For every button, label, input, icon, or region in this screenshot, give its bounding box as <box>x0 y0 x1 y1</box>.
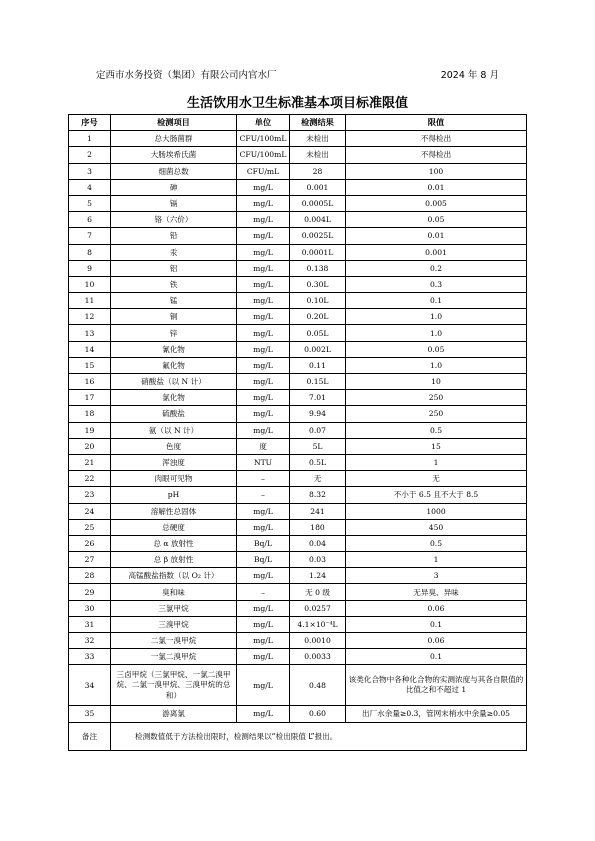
row-item: 硫酸盐 <box>111 406 237 422</box>
row-item: 氯化物 <box>111 390 237 406</box>
row-limit: 出厂水余量≥0.3，管网末梢水中余量≥0.05 <box>346 706 527 722</box>
note-row <box>69 722 527 750</box>
row-item: 色度 <box>111 438 237 454</box>
row-unit: mg/L <box>237 649 290 665</box>
row-result: 0.5L <box>290 454 346 470</box>
table-row <box>69 706 527 722</box>
row-item: 总 α 放射性 <box>111 535 237 551</box>
table-row <box>69 649 527 665</box>
col-header-unit: 单位 <box>237 115 290 131</box>
row-number: 14 <box>69 341 111 357</box>
note-text: 检测数值低于方法检出限时，检测结果以“检出限值 L”报出。 <box>111 722 527 750</box>
row-unit: mg/L <box>237 706 290 722</box>
row-number: 28 <box>69 568 111 584</box>
table-row <box>69 568 527 584</box>
row-number: 5 <box>69 195 111 211</box>
row-limit: 1.0 <box>346 357 527 373</box>
row-result: 0.30L <box>290 276 346 292</box>
row-result: 0.002L <box>290 341 346 357</box>
row-result: 0.001 <box>290 179 346 195</box>
row-unit: mg/L <box>237 293 290 309</box>
row-unit: mg/L <box>237 276 290 292</box>
row-limit: 1.0 <box>346 309 527 325</box>
row-unit: mg/L <box>237 357 290 373</box>
table-row <box>69 179 527 195</box>
row-number: 35 <box>69 706 111 722</box>
row-limit: 0.5 <box>346 422 527 438</box>
row-number: 21 <box>69 454 111 470</box>
row-item: 总 β 放射性 <box>111 552 237 568</box>
row-number: 19 <box>69 422 111 438</box>
row-limit: 0.005 <box>346 195 527 211</box>
row-limit: 无异臭、异味 <box>346 584 527 600</box>
row-result: 180 <box>290 519 346 535</box>
table-row <box>69 228 527 244</box>
page-title: 生活饮用水卫生标准基本项目标准限值 <box>186 96 408 111</box>
table-row <box>69 293 527 309</box>
row-unit: NTU <box>237 454 290 470</box>
row-result: 0.15L <box>290 374 346 390</box>
row-result: 0.04 <box>290 535 346 551</box>
row-item: 铅 <box>111 228 237 244</box>
row-unit: mg/L <box>237 341 290 357</box>
row-item: 镉 <box>111 195 237 211</box>
row-result: 无 <box>290 471 346 487</box>
table-body <box>69 131 527 750</box>
row-unit: Bq/L <box>237 552 290 568</box>
row-unit: mg/L <box>237 309 290 325</box>
row-limit: 0.2 <box>346 260 527 276</box>
row-unit: mg/L <box>237 422 290 438</box>
row-number: 1 <box>69 131 111 147</box>
row-unit: mg/L <box>237 179 290 195</box>
table-row <box>69 519 527 535</box>
table-row <box>69 600 527 616</box>
row-item: 锰 <box>111 293 237 309</box>
row-result: 无 0 级 <box>290 584 346 600</box>
row-limit: 不得检出 <box>346 131 527 147</box>
row-result: 0.03 <box>290 552 346 568</box>
row-result: 0.20L <box>290 309 346 325</box>
row-limit: 0.01 <box>346 179 527 195</box>
row-result: 0.05L <box>290 325 346 341</box>
row-result: 0.60 <box>290 706 346 722</box>
row-item: 氨（以 N 计） <box>111 422 237 438</box>
row-unit: mg/L <box>237 406 290 422</box>
row-number: 23 <box>69 487 111 503</box>
row-unit: mg/L <box>237 212 290 228</box>
row-item: 臭和味 <box>111 584 237 600</box>
row-result: 未检出 <box>290 147 346 163</box>
row-item: 一氯二溴甲烷 <box>111 649 237 665</box>
row-number: 4 <box>69 179 111 195</box>
row-item: 大肠埃希氏菌 <box>111 147 237 163</box>
table-row <box>69 633 527 649</box>
table-row <box>69 341 527 357</box>
row-unit: mg/L <box>237 633 290 649</box>
row-result: 未检出 <box>290 131 346 147</box>
table-row <box>69 584 527 600</box>
row-unit: – <box>237 584 290 600</box>
table-row <box>69 244 527 260</box>
row-result: 0.10L <box>290 293 346 309</box>
table-row <box>69 276 527 292</box>
row-number: 2 <box>69 147 111 163</box>
row-number: 22 <box>69 471 111 487</box>
row-item: pH <box>111 487 237 503</box>
table-row <box>69 406 527 422</box>
note-label: 备注 <box>69 722 111 750</box>
table-row <box>69 163 527 179</box>
row-number: 20 <box>69 438 111 454</box>
row-number: 32 <box>69 633 111 649</box>
row-item: 细菌总数 <box>111 163 237 179</box>
row-unit: mg/L <box>237 519 290 535</box>
row-unit: CFU/100mL <box>237 147 290 163</box>
row-number: 6 <box>69 212 111 228</box>
row-unit: mg/L <box>237 390 290 406</box>
table-row <box>69 147 527 163</box>
row-result: 1.24 <box>290 568 346 584</box>
row-number: 13 <box>69 325 111 341</box>
table-header-row <box>69 115 527 131</box>
row-limit: 450 <box>346 519 527 535</box>
row-unit: mg/L <box>237 600 290 616</box>
row-result: 0.0001L <box>290 244 346 260</box>
row-limit: 1.0 <box>346 325 527 341</box>
table-row <box>69 454 527 470</box>
row-result: 0.138 <box>290 260 346 276</box>
table-row <box>69 616 527 632</box>
row-result: 8.32 <box>290 487 346 503</box>
row-limit: 不小于 6.5 且不大于 8.5 <box>346 487 527 503</box>
document-header <box>96 67 499 81</box>
row-item: 砷 <box>111 179 237 195</box>
row-item: 总硬度 <box>111 519 237 535</box>
row-result: 0.0257 <box>290 600 346 616</box>
row-unit: 度 <box>237 438 290 454</box>
row-unit: mg/L <box>237 244 290 260</box>
row-number: 25 <box>69 519 111 535</box>
row-limit: 3 <box>346 568 527 584</box>
row-unit: mg/L <box>237 503 290 519</box>
row-limit: 0.1 <box>346 649 527 665</box>
row-item: 二氯一溴甲烷 <box>111 633 237 649</box>
row-limit: 0.1 <box>346 616 527 632</box>
row-result: 4.1×10⁻⁴L <box>290 616 346 632</box>
row-number: 9 <box>69 260 111 276</box>
water-quality-table <box>68 114 527 751</box>
row-result: 0.004L <box>290 212 346 228</box>
row-limit: 15 <box>346 438 527 454</box>
row-number: 15 <box>69 357 111 373</box>
row-number: 30 <box>69 600 111 616</box>
col-header-no: 序号 <box>69 115 111 131</box>
table-row <box>69 195 527 211</box>
row-item: 浑浊度 <box>111 454 237 470</box>
row-unit: mg/L <box>237 325 290 341</box>
row-number: 31 <box>69 616 111 632</box>
row-result: 0.0025L <box>290 228 346 244</box>
table-row <box>69 260 527 276</box>
col-header-result: 检测结果 <box>290 115 346 131</box>
row-limit: 0.001 <box>346 244 527 260</box>
row-number: 16 <box>69 374 111 390</box>
row-number: 3 <box>69 163 111 179</box>
row-item: 铜 <box>111 309 237 325</box>
row-number: 27 <box>69 552 111 568</box>
row-limit: 无 <box>346 471 527 487</box>
row-item: 氟化物 <box>111 357 237 373</box>
row-limit: 250 <box>346 390 527 406</box>
row-number: 11 <box>69 293 111 309</box>
row-unit: – <box>237 471 290 487</box>
row-item: 溶解性总固体 <box>111 503 237 519</box>
row-item: 氰化物 <box>111 341 237 357</box>
row-result: 0.07 <box>290 422 346 438</box>
row-unit: mg/L <box>237 195 290 211</box>
row-unit: mg/L <box>237 616 290 632</box>
row-limit: 0.06 <box>346 633 527 649</box>
row-unit: mg/L <box>237 260 290 276</box>
row-limit: 10 <box>346 374 527 390</box>
table-row <box>69 309 527 325</box>
table-row <box>69 487 527 503</box>
row-limit: 0.3 <box>346 276 527 292</box>
row-unit: mg/L <box>237 665 290 706</box>
row-item: 铬（六价） <box>111 212 237 228</box>
row-number: 10 <box>69 276 111 292</box>
row-result: 7.01 <box>290 390 346 406</box>
row-limit: 该类化合物中各种化合物的实测浓度与其各自限值的比值之和不超过 1 <box>346 665 527 706</box>
row-limit: 不得检出 <box>346 147 527 163</box>
row-item: 汞 <box>111 244 237 260</box>
row-result: 0.48 <box>290 665 346 706</box>
row-number: 26 <box>69 535 111 551</box>
row-result: 5L <box>290 438 346 454</box>
table-row <box>69 131 527 147</box>
report-date: 2024 年 8 月 <box>440 70 499 81</box>
row-item: 三氯甲烷 <box>111 600 237 616</box>
row-number: 17 <box>69 390 111 406</box>
row-item: 高锰酸盐指数（以 O₂ 计） <box>111 568 237 584</box>
row-unit: – <box>237 487 290 503</box>
company-name: 定西市水务投资（集团）有限公司内官水厂 <box>96 70 277 81</box>
table-row <box>69 471 527 487</box>
table-row <box>69 390 527 406</box>
row-number: 8 <box>69 244 111 260</box>
row-result: 0.11 <box>290 357 346 373</box>
row-item: 游离氯 <box>111 706 237 722</box>
row-unit: Bq/L <box>237 535 290 551</box>
table-row <box>69 212 527 228</box>
row-item: 铁 <box>111 276 237 292</box>
row-result: 0.0010 <box>290 633 346 649</box>
row-limit: 0.05 <box>346 212 527 228</box>
col-header-item: 检测项目 <box>111 115 237 131</box>
table-row <box>69 535 527 551</box>
col-header-limit: 限值 <box>346 115 527 131</box>
row-unit: mg/L <box>237 228 290 244</box>
row-limit: 0.1 <box>346 293 527 309</box>
row-number: 7 <box>69 228 111 244</box>
row-limit: 1 <box>346 552 527 568</box>
row-item: 锌 <box>111 325 237 341</box>
row-item: 三卤甲烷（三氯甲烷、一氯二溴甲烷、二氯一溴甲烷、三溴甲烷的总和） <box>111 665 237 706</box>
row-number: 34 <box>69 665 111 706</box>
row-item: 肉眼可见物 <box>111 471 237 487</box>
row-unit: CFU/mL <box>237 163 290 179</box>
row-unit: mg/L <box>237 374 290 390</box>
row-limit: 100 <box>346 163 527 179</box>
row-limit: 0.06 <box>346 600 527 616</box>
row-limit: 0.05 <box>346 341 527 357</box>
table-row <box>69 374 527 390</box>
row-unit: mg/L <box>237 568 290 584</box>
row-limit: 1 <box>346 454 527 470</box>
row-item: 硝酸盐（以 N 计） <box>111 374 237 390</box>
table-row <box>69 357 527 373</box>
row-result: 28 <box>290 163 346 179</box>
row-item: 总大肠菌群 <box>111 131 237 147</box>
table-row <box>69 503 527 519</box>
row-item: 三溴甲烷 <box>111 616 237 632</box>
row-unit: CFU/100mL <box>237 131 290 147</box>
row-number: 18 <box>69 406 111 422</box>
table-row <box>69 325 527 341</box>
row-number: 12 <box>69 309 111 325</box>
row-result: 9.94 <box>290 406 346 422</box>
table-row <box>69 552 527 568</box>
row-limit: 0.5 <box>346 535 527 551</box>
row-result: 0.0033 <box>290 649 346 665</box>
table-row <box>69 438 527 454</box>
row-item: 铝 <box>111 260 237 276</box>
row-limit: 1000 <box>346 503 527 519</box>
row-limit: 0.01 <box>346 228 527 244</box>
row-result: 241 <box>290 503 346 519</box>
row-number: 24 <box>69 503 111 519</box>
row-number: 29 <box>69 584 111 600</box>
row-number: 33 <box>69 649 111 665</box>
table-row <box>69 422 527 438</box>
row-result: 0.0005L <box>290 195 346 211</box>
row-limit: 250 <box>346 406 527 422</box>
table-row <box>69 665 527 706</box>
